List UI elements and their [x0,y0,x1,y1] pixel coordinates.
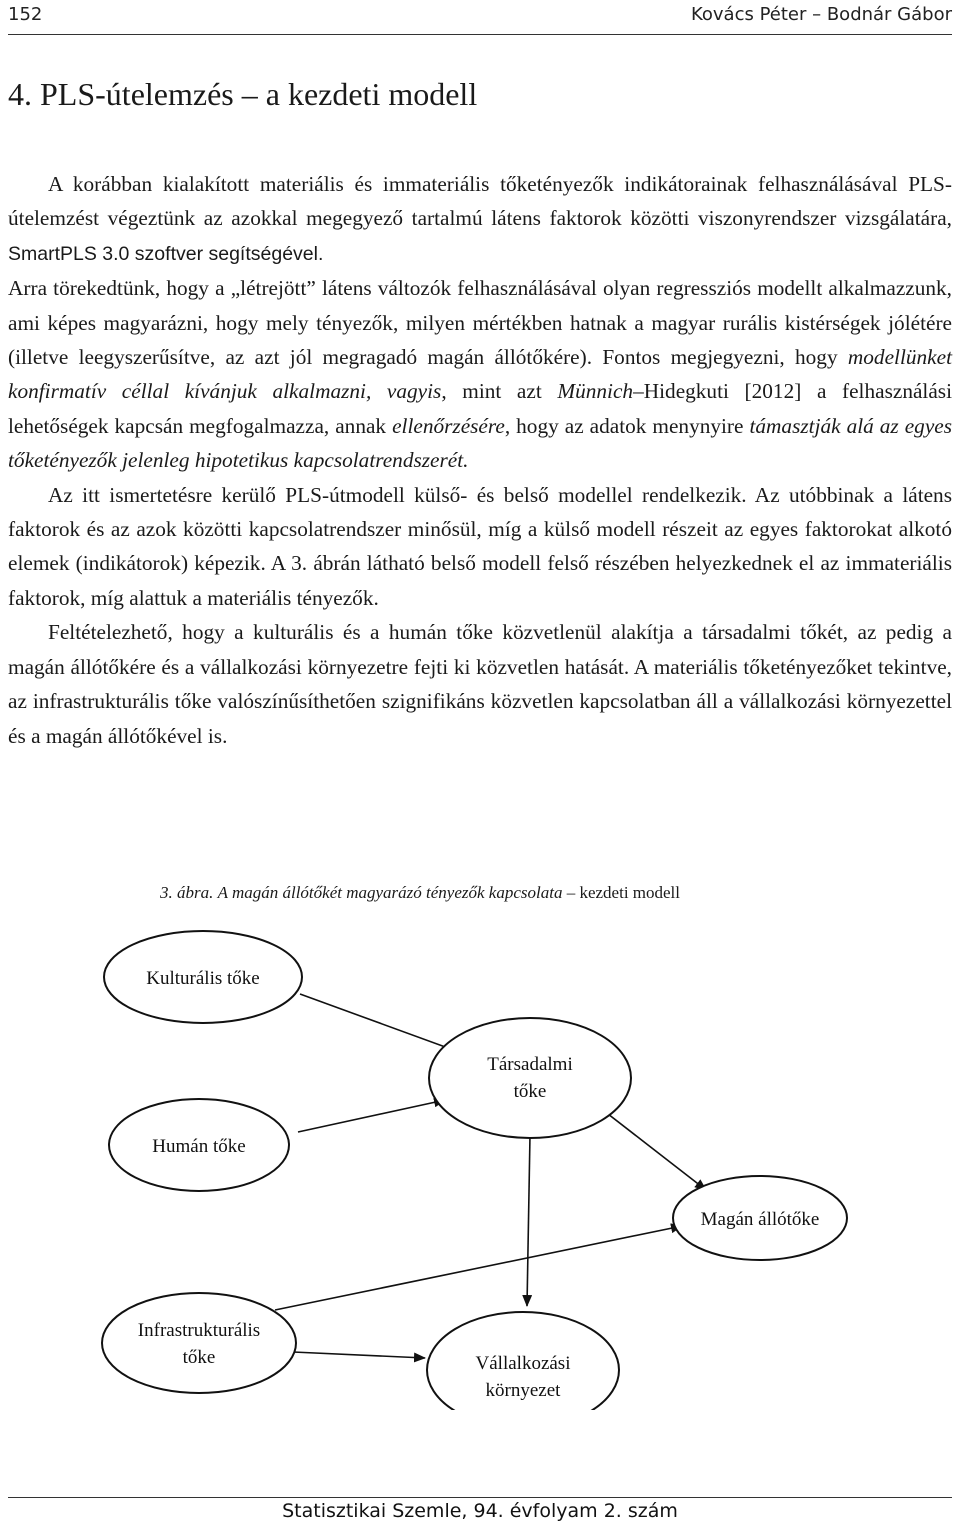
paragraph-1-italic-4: támasztják alá az egyes tőketényezők jelenleg hipotetikus kapcsolatrendszerét. [8,413,953,473]
header-divider [8,34,952,35]
path-model-diagram [95,920,875,1410]
node-infrastrukturalis-toke [102,1293,296,1393]
paragraph-1-text-b: Arra törekedtünk, hogy a „létrejött” látens változók felhasználásával olyan regressziós modellt alkalmazzunk, ami képes magyarázni, hogy mely tényezők, milyen mértékben hatnak a magyar rurális kistérségek jólétére (illetve leegyszerűsítve, az azt jól megragadó magán állótőkére). Fontos megjegyezni, hogy [8,276,952,370]
node-tarsadalmi-toke [429,1018,631,1138]
paragraph-1-italic-1: modellünket konfirmatív céllal kívánjuk alkalmazni, vagyis [8,345,952,404]
node-label: Társadalmi [487,1054,573,1075]
arrow-tarsadalmi-to-vallalkozasi [527,1135,530,1306]
page-header [8,4,952,32]
arrow-human-to-tarsadalmi [298,1100,445,1132]
page-number: 152 [8,4,43,25]
page-footer: Statisztikai Szemle, 94. évfolyam 2. szám [282,1500,678,1522]
paragraph-1-sans-text: SmartPLS 3.0 szoftver segítségével. [8,242,324,265]
paragraph-2: Az itt ismertetésre kerülő PLS-útmodell külső- és belső modellel rendelkezik. Az utóbbinak a látens faktorok és az azok közötti kapcsolatrendszer minősül, míg a külső modell részeit az egyes faktorokat alkotó elemek (indikátorok) képezik. A 3. ábrán látható belső modell felső részében helyezkednek el az immateriális faktorok, míg alattuk a materiális tényezők. [8,482,952,610]
paragraph-1-continued [8,271,952,477]
node-label: tőke [182,1347,216,1368]
arrow-infrastrukturalis-to-vallalkozasi [293,1352,425,1358]
node-label: Magán állótőke [700,1209,820,1230]
figure-caption [160,883,680,903]
paragraph-1-text-e: , hogy az adatok menynyire [504,413,744,438]
paragraph-1-italic-3: ellenőrzésére [392,413,505,438]
paragraph-1 [8,167,952,271]
node-label: Humán tőke [152,1136,246,1157]
node-label: Vállalkozási [475,1353,571,1374]
node-label: Infrastrukturális [137,1320,261,1341]
node-magan-allotoke [673,1176,847,1260]
caption-suffix: – kezdeti modell [566,883,681,902]
paragraph-3: Feltételezhető, hogy a kulturális és a humán tőke közvetlenül alakítja a társadalmi tőkét, az pedig a magán állótőkére és a vállalkozási környezetre fejti ki közvetlen hatását. A materiális tőketényezőket tekintve, az infrastrukturális tőke valószínűsíthetően szignifikáns közvetlen kapcsolatban áll a vállalkozási környezettel és a magán állótőkével is. [8,620,952,748]
paragraph-1-italic-2: Münnich [557,379,634,404]
paragraph-1-text-a: A korábban kialakított materiális és immateriális tőketényezők indikátorainak felhasználásával PLS-útelemzést végeztünk az azokkal megegyező tartalmú látens faktorok közötti viszonyrendszer vizsgálatára, [8,172,952,231]
node-human-toke [109,1099,289,1191]
node-label: tőke [513,1081,547,1102]
caption-title: A magán állótőkét magyarázó tényezők kapcsolata [217,883,563,902]
node-kulturalis-toke [104,931,302,1023]
paragraph-1-text-c: , mint azt [441,379,542,404]
node-vallalkozasi-kornyezet [427,1312,619,1410]
caption-prefix: 3. ábra. [160,883,214,902]
section-title: 4. PLS-útelemzés – a kezdeti modell [8,76,478,112]
arrow-infrastrukturalis-to-magan [275,1226,682,1310]
footer-divider [8,1497,952,1498]
body-text [8,167,952,753]
node-label: környezet [485,1380,561,1401]
header-authors: Kovács Péter – Bodnár Gábor [690,4,952,25]
paragraph-1-text-d: –Hidegkuti [2012] a felhasználási lehetőségek kapcsán megfogalmazza, annak [8,379,952,438]
node-label: Kulturális tőke [146,968,260,989]
